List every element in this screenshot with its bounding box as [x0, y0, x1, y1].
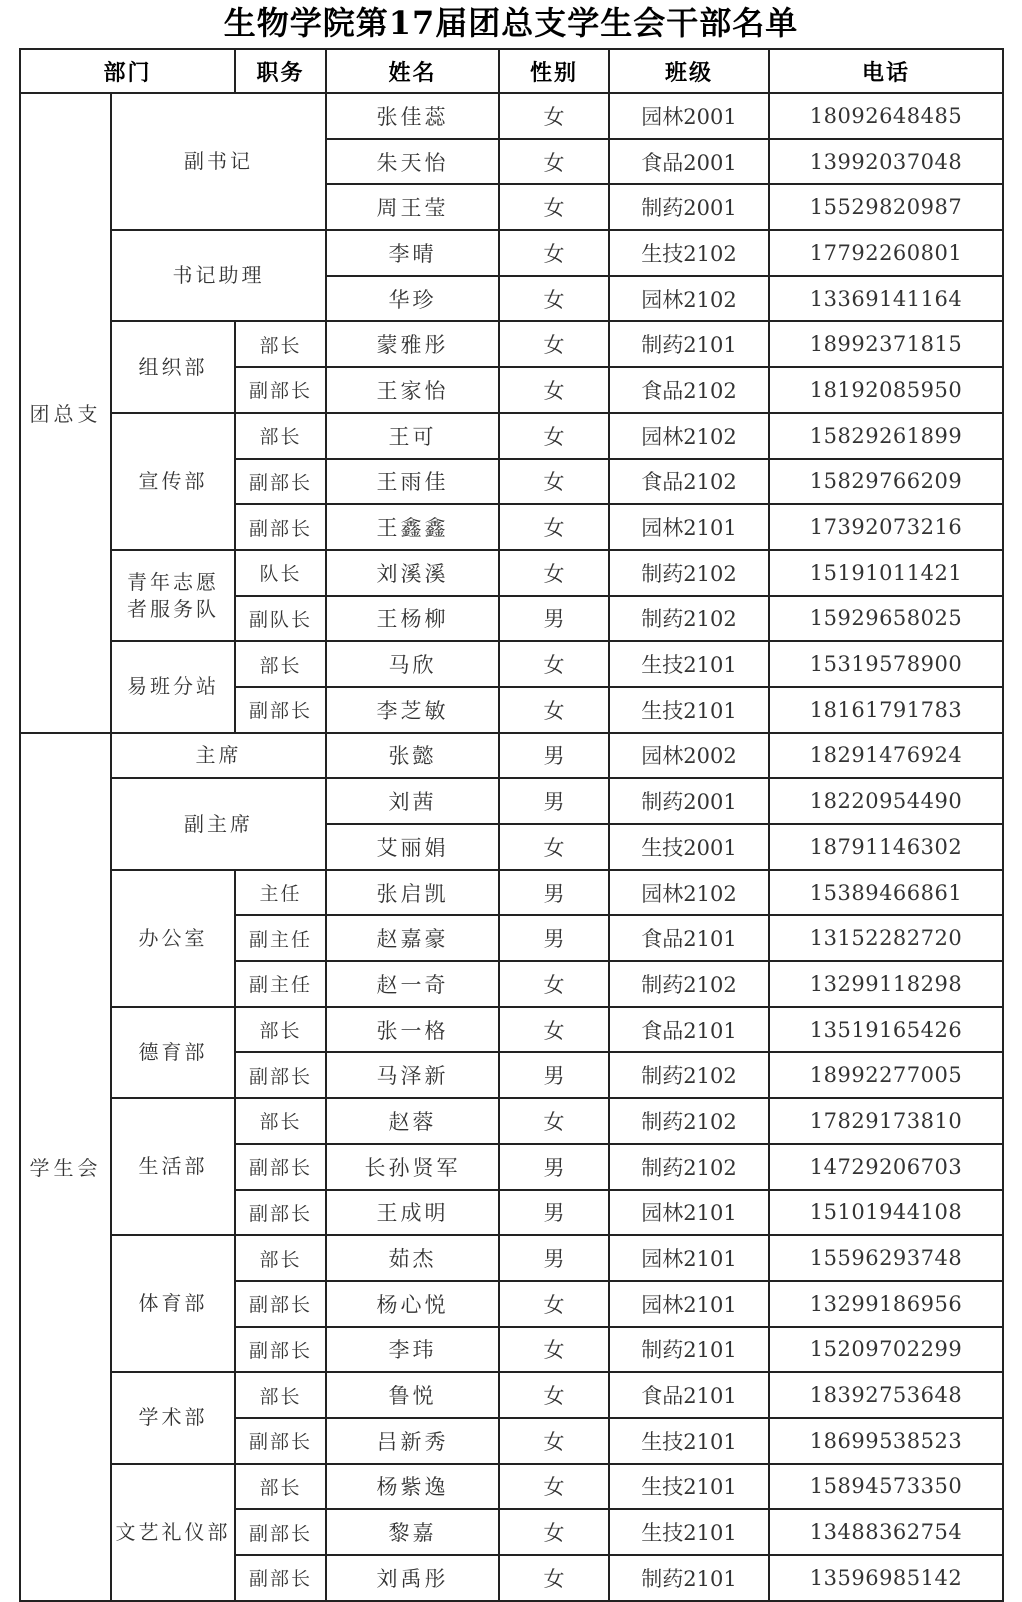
class-cell: 生技2101: [609, 1464, 769, 1510]
class-cell: 制药2102: [609, 550, 769, 596]
class-cell: 园林2001: [609, 93, 769, 139]
header-row: [20, 49, 1003, 93]
phone-cell: 13596985142: [769, 1555, 1003, 1601]
department-cell: 书记助理: [111, 230, 326, 321]
gender-cell: 女: [499, 459, 609, 505]
gender-cell: 女: [499, 641, 609, 687]
position-cell: 部长: [235, 1372, 326, 1418]
name-cell: 李玮: [326, 1327, 499, 1373]
name-cell: 王成明: [326, 1190, 499, 1236]
name-cell: 周王莹: [326, 184, 499, 230]
position-cell: 副部长: [235, 367, 326, 413]
name-cell: 张启凯: [326, 870, 499, 916]
gender-cell: 女: [499, 1327, 609, 1373]
class-cell: 食品2102: [609, 459, 769, 505]
cadre-table: [19, 48, 1004, 1602]
position-cell: 部长: [235, 321, 326, 367]
class-cell: 制药2001: [609, 184, 769, 230]
phone-cell: 17792260801: [769, 230, 1003, 276]
phone-cell: 18392753648: [769, 1372, 1003, 1418]
page-title: 生物学院第17届团总支学生会干部名单: [223, 4, 799, 42]
gender-cell: 女: [499, 1509, 609, 1555]
department-cell: 学术部: [111, 1372, 235, 1463]
department-cell: 副主席: [111, 778, 326, 869]
phone-cell: 15829261899: [769, 413, 1003, 459]
position-cell: 部长: [235, 1464, 326, 1510]
department-cell: 体育部: [111, 1235, 235, 1372]
position-cell: 副主任: [235, 915, 326, 961]
gender-cell: 女: [499, 230, 609, 276]
name-cell: 刘禹彤: [326, 1555, 499, 1601]
department-cell: 德育部: [111, 1007, 235, 1098]
phone-cell: 15829766209: [769, 459, 1003, 505]
name-cell: 吕新秀: [326, 1418, 499, 1464]
phone-cell: 18791146302: [769, 824, 1003, 870]
class-cell: 园林2101: [609, 1281, 769, 1327]
position-cell: 副部长: [235, 1281, 326, 1327]
class-cell: 园林2102: [609, 276, 769, 322]
header-gender: 性别: [499, 49, 609, 93]
phone-cell: 14729206703: [769, 1144, 1003, 1190]
class-cell: 制药2101: [609, 1555, 769, 1601]
department-cell: 生活部: [111, 1098, 235, 1235]
name-cell: 张一格: [326, 1007, 499, 1053]
name-cell: 马欣: [326, 641, 499, 687]
class-cell: 园林2101: [609, 1190, 769, 1236]
name-cell: 李芝敏: [326, 687, 499, 733]
phone-cell: 18992371815: [769, 321, 1003, 367]
phone-cell: 17829173810: [769, 1098, 1003, 1144]
class-cell: 食品2101: [609, 1007, 769, 1053]
name-cell: 杨紫逸: [326, 1464, 499, 1510]
table-row: [20, 870, 1003, 916]
name-cell: 王雨佳: [326, 459, 499, 505]
class-cell: 生技2101: [609, 687, 769, 733]
gender-cell: 男: [499, 915, 609, 961]
phone-cell: 13992037048: [769, 139, 1003, 185]
department-cell: 办公室: [111, 870, 235, 1007]
position-cell: 队长: [235, 550, 326, 596]
gender-cell: 女: [499, 1555, 609, 1601]
position-cell: 主任: [235, 870, 326, 916]
phone-cell: 18192085950: [769, 367, 1003, 413]
gender-cell: 男: [499, 1190, 609, 1236]
position-cell: 副部长: [235, 504, 326, 550]
phone-cell: 18291476924: [769, 733, 1003, 779]
gender-cell: 女: [499, 1007, 609, 1053]
gender-cell: 男: [499, 733, 609, 779]
position-cell: 副主任: [235, 961, 326, 1007]
class-cell: 食品2102: [609, 367, 769, 413]
header-phone: 电话: [769, 49, 1003, 93]
name-cell: 王杨柳: [326, 596, 499, 642]
phone-cell: 15529820987: [769, 184, 1003, 230]
class-cell: 生技2101: [609, 1509, 769, 1555]
gender-cell: 女: [499, 824, 609, 870]
position-cell: 副队长: [235, 596, 326, 642]
class-cell: 制药2102: [609, 596, 769, 642]
class-cell: 制药2101: [609, 321, 769, 367]
position-cell: 部长: [235, 641, 326, 687]
gender-cell: 女: [499, 413, 609, 459]
position-cell: 副部长: [235, 1144, 326, 1190]
class-cell: 制药2101: [609, 1327, 769, 1373]
phone-cell: 13519165426: [769, 1007, 1003, 1053]
position-cell: 副部长: [235, 1190, 326, 1236]
class-cell: 制药2102: [609, 1144, 769, 1190]
gender-cell: 女: [499, 321, 609, 367]
table-row: [20, 230, 1003, 276]
name-cell: 王可: [326, 413, 499, 459]
class-cell: 园林2101: [609, 504, 769, 550]
name-cell: 赵一奇: [326, 961, 499, 1007]
phone-cell: 15101944108: [769, 1190, 1003, 1236]
position-cell: 副部长: [235, 1327, 326, 1373]
name-cell: 张懿: [326, 733, 499, 779]
name-cell: 黎嘉: [326, 1509, 499, 1555]
phone-cell: 13369141164: [769, 276, 1003, 322]
class-cell: 园林2002: [609, 733, 769, 779]
gender-cell: 男: [499, 778, 609, 824]
name-cell: 艾丽娟: [326, 824, 499, 870]
class-cell: 生技2101: [609, 641, 769, 687]
phone-cell: 15596293748: [769, 1235, 1003, 1281]
table-row: [20, 321, 1003, 367]
gender-cell: 女: [499, 139, 609, 185]
gender-cell: 女: [499, 184, 609, 230]
gender-cell: 女: [499, 961, 609, 1007]
department-cell: 组织部: [111, 321, 235, 412]
table-row: [20, 1235, 1003, 1281]
phone-cell: 13299186956: [769, 1281, 1003, 1327]
phone-cell: 15191011421: [769, 550, 1003, 596]
phone-cell: 18699538523: [769, 1418, 1003, 1464]
name-cell: 鲁悦: [326, 1372, 499, 1418]
class-cell: 制药2102: [609, 1098, 769, 1144]
gender-cell: 男: [499, 1144, 609, 1190]
class-cell: 生技2001: [609, 824, 769, 870]
gender-cell: 女: [499, 1464, 609, 1510]
name-cell: 刘溪溪: [326, 550, 499, 596]
table-row: [20, 93, 1003, 139]
gender-cell: 男: [499, 596, 609, 642]
table-row: [20, 550, 1003, 596]
position-cell: 部长: [235, 1007, 326, 1053]
table-row: [20, 1007, 1003, 1053]
name-cell: 马泽新: [326, 1052, 499, 1098]
position-cell: 部长: [235, 1235, 326, 1281]
class-cell: 食品2101: [609, 915, 769, 961]
phone-cell: 13152282720: [769, 915, 1003, 961]
gender-cell: 女: [499, 93, 609, 139]
class-cell: 制药2102: [609, 1052, 769, 1098]
phone-cell: 13299118298: [769, 961, 1003, 1007]
name-cell: 赵嘉豪: [326, 915, 499, 961]
table-row: [20, 778, 1003, 824]
class-cell: 制药2102: [609, 961, 769, 1007]
class-cell: 生技2101: [609, 1418, 769, 1464]
position-cell: 副部长: [235, 1052, 326, 1098]
gender-cell: 女: [499, 504, 609, 550]
class-cell: 制药2001: [609, 778, 769, 824]
table-row: [20, 641, 1003, 687]
gender-cell: 女: [499, 687, 609, 733]
phone-cell: 17392073216: [769, 504, 1003, 550]
roster-body: [20, 93, 1003, 1601]
phone-cell: 18992277005: [769, 1052, 1003, 1098]
department-cell: 青年志愿者服务队: [111, 550, 235, 641]
phone-cell: 18092648485: [769, 93, 1003, 139]
position-cell: 部长: [235, 413, 326, 459]
class-cell: 生技2102: [609, 230, 769, 276]
gender-cell: 女: [499, 276, 609, 322]
phone-cell: 13488362754: [769, 1509, 1003, 1555]
phone-cell: 15894573350: [769, 1464, 1003, 1510]
org-cell: 团总支: [20, 93, 111, 733]
class-cell: 园林2101: [609, 1235, 769, 1281]
phone-cell: 15319578900: [769, 641, 1003, 687]
name-cell: 杨心悦: [326, 1281, 499, 1327]
name-cell: 长孙贤军: [326, 1144, 499, 1190]
gender-cell: 女: [499, 1418, 609, 1464]
position-cell: 副部长: [235, 687, 326, 733]
gender-cell: 女: [499, 550, 609, 596]
name-cell: 李晴: [326, 230, 499, 276]
class-cell: 园林2102: [609, 870, 769, 916]
gender-cell: 男: [499, 1235, 609, 1281]
name-cell: 华珍: [326, 276, 499, 322]
class-cell: 园林2102: [609, 413, 769, 459]
table-row: [20, 733, 1003, 779]
phone-cell: 18161791783: [769, 687, 1003, 733]
gender-cell: 女: [499, 1281, 609, 1327]
table-row: [20, 413, 1003, 459]
department-cell: 易班分站: [111, 641, 235, 732]
department-cell: 宣传部: [111, 413, 235, 550]
gender-cell: 男: [499, 870, 609, 916]
org-cell: 学生会: [20, 733, 111, 1601]
gender-cell: 女: [499, 367, 609, 413]
table-row: [20, 1372, 1003, 1418]
department-cell: 主席: [111, 733, 326, 779]
position-cell: 副部长: [235, 459, 326, 505]
gender-cell: 女: [499, 1372, 609, 1418]
header-name: 姓名: [326, 49, 499, 93]
header-department: 部门: [20, 49, 235, 93]
name-cell: 王鑫鑫: [326, 504, 499, 550]
phone-cell: 15209702299: [769, 1327, 1003, 1373]
phone-cell: 18220954490: [769, 778, 1003, 824]
header-class: 班级: [609, 49, 769, 93]
department-cell: 副书记: [111, 93, 326, 230]
name-cell: 蒙雅彤: [326, 321, 499, 367]
phone-cell: 15929658025: [769, 596, 1003, 642]
class-cell: 食品2001: [609, 139, 769, 185]
table-row: [20, 1464, 1003, 1510]
position-cell: 部长: [235, 1098, 326, 1144]
name-cell: 朱天怡: [326, 139, 499, 185]
class-cell: 食品2101: [609, 1372, 769, 1418]
name-cell: 茹杰: [326, 1235, 499, 1281]
header-position: 职务: [235, 49, 326, 93]
gender-cell: 女: [499, 1098, 609, 1144]
department-cell: 文艺礼仪部: [111, 1464, 235, 1601]
name-cell: 赵蓉: [326, 1098, 499, 1144]
position-cell: 副部长: [235, 1555, 326, 1601]
phone-cell: 15389466861: [769, 870, 1003, 916]
gender-cell: 男: [499, 1052, 609, 1098]
table-row: [20, 1098, 1003, 1144]
position-cell: 副部长: [235, 1418, 326, 1464]
name-cell: 王家怡: [326, 367, 499, 413]
position-cell: 副部长: [235, 1509, 326, 1555]
name-cell: 张佳蕊: [326, 93, 499, 139]
name-cell: 刘茜: [326, 778, 499, 824]
